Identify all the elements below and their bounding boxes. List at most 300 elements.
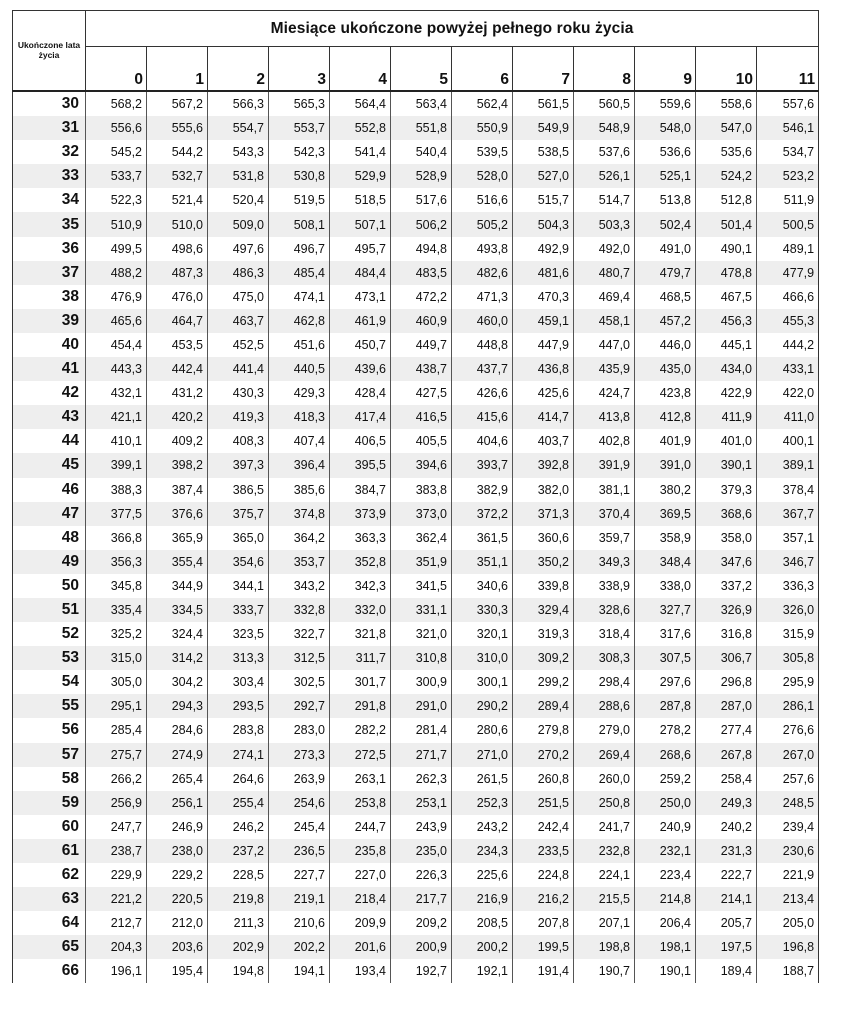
- value-cell: 267,0: [757, 743, 819, 767]
- value-cell: 439,6: [330, 357, 391, 381]
- value-cell: 196,8: [757, 935, 819, 959]
- value-cell: 328,6: [574, 598, 635, 622]
- value-cell: 361,5: [452, 526, 513, 550]
- value-cell: 333,7: [208, 598, 269, 622]
- value-cell: 192,7: [391, 959, 452, 983]
- table-row: [13, 767, 819, 791]
- value-cell: 335,4: [86, 598, 147, 622]
- age-cell: 41: [13, 357, 86, 381]
- value-cell: 403,7: [513, 429, 574, 453]
- value-cell: 531,8: [208, 164, 269, 188]
- month-column-header: 8: [574, 47, 635, 92]
- table-row: [13, 381, 819, 405]
- value-cell: 524,2: [696, 164, 757, 188]
- value-cell: 276,6: [757, 718, 819, 742]
- value-cell: 206,4: [635, 911, 696, 935]
- value-cell: 304,2: [147, 670, 208, 694]
- value-cell: 474,1: [269, 285, 330, 309]
- value-cell: 273,3: [269, 743, 330, 767]
- value-cell: 367,7: [757, 502, 819, 526]
- value-cell: 349,3: [574, 550, 635, 574]
- month-column-header: 11: [757, 47, 819, 92]
- value-cell: 417,4: [330, 405, 391, 429]
- value-cell: 235,8: [330, 839, 391, 863]
- value-cell: 518,5: [330, 188, 391, 212]
- value-cell: 300,1: [452, 670, 513, 694]
- value-cell: 454,4: [86, 333, 147, 357]
- value-cell: 422,0: [757, 381, 819, 405]
- table-row: [13, 694, 819, 718]
- value-cell: 445,1: [696, 333, 757, 357]
- value-cell: 332,8: [269, 598, 330, 622]
- value-cell: 467,5: [696, 285, 757, 309]
- value-cell: 448,8: [452, 333, 513, 357]
- value-cell: 197,5: [696, 935, 757, 959]
- value-cell: 365,0: [208, 526, 269, 550]
- value-cell: 366,8: [86, 526, 147, 550]
- age-cell: 31: [13, 116, 86, 140]
- value-cell: 390,1: [696, 453, 757, 477]
- value-cell: 221,2: [86, 887, 147, 911]
- value-cell: 424,7: [574, 381, 635, 405]
- value-cell: 342,3: [330, 574, 391, 598]
- value-cell: 412,8: [635, 405, 696, 429]
- value-cell: 281,4: [391, 718, 452, 742]
- value-cell: 293,5: [208, 694, 269, 718]
- value-cell: 463,7: [208, 309, 269, 333]
- value-cell: 500,5: [757, 212, 819, 236]
- value-cell: 447,9: [513, 333, 574, 357]
- age-cell: 57: [13, 743, 86, 767]
- value-cell: 510,9: [86, 212, 147, 236]
- value-cell: 490,1: [696, 237, 757, 261]
- value-cell: 201,6: [330, 935, 391, 959]
- value-cell: 481,6: [513, 261, 574, 285]
- value-cell: 514,7: [574, 188, 635, 212]
- value-cell: 246,2: [208, 815, 269, 839]
- value-cell: 296,8: [696, 670, 757, 694]
- value-cell: 239,4: [757, 815, 819, 839]
- value-cell: 243,2: [452, 815, 513, 839]
- value-cell: 369,5: [635, 502, 696, 526]
- value-cell: 470,3: [513, 285, 574, 309]
- age-cell: 56: [13, 718, 86, 742]
- age-cell: 38: [13, 285, 86, 309]
- age-cell: 45: [13, 453, 86, 477]
- value-cell: 205,7: [696, 911, 757, 935]
- value-cell: 566,3: [208, 91, 269, 116]
- value-cell: 528,0: [452, 164, 513, 188]
- value-cell: 214,8: [635, 887, 696, 911]
- value-cell: 406,5: [330, 429, 391, 453]
- value-cell: 450,7: [330, 333, 391, 357]
- value-cell: 391,9: [574, 453, 635, 477]
- age-cell: 47: [13, 502, 86, 526]
- value-cell: 238,7: [86, 839, 147, 863]
- value-cell: 370,4: [574, 502, 635, 526]
- value-cell: 314,2: [147, 646, 208, 670]
- value-cell: 547,0: [696, 116, 757, 140]
- value-cell: 441,4: [208, 357, 269, 381]
- value-cell: 287,0: [696, 694, 757, 718]
- value-cell: 324,4: [147, 622, 208, 646]
- age-cell: 40: [13, 333, 86, 357]
- month-column-header: 3: [269, 47, 330, 92]
- value-cell: 286,1: [757, 694, 819, 718]
- value-cell: 256,1: [147, 791, 208, 815]
- table-row: [13, 526, 819, 550]
- value-cell: 526,1: [574, 164, 635, 188]
- month-column-header: 5: [391, 47, 452, 92]
- value-cell: 192,1: [452, 959, 513, 983]
- value-cell: 256,9: [86, 791, 147, 815]
- age-cell: 35: [13, 212, 86, 236]
- value-cell: 489,1: [757, 237, 819, 261]
- value-cell: 396,4: [269, 453, 330, 477]
- value-cell: 200,2: [452, 935, 513, 959]
- value-cell: 356,3: [86, 550, 147, 574]
- value-cell: 507,1: [330, 212, 391, 236]
- value-cell: 283,0: [269, 718, 330, 742]
- age-cell: 53: [13, 646, 86, 670]
- value-cell: 326,0: [757, 598, 819, 622]
- value-cell: 542,3: [269, 140, 330, 164]
- value-cell: 388,3: [86, 478, 147, 502]
- value-cell: 535,6: [696, 140, 757, 164]
- value-cell: 217,7: [391, 887, 452, 911]
- value-cell: 245,4: [269, 815, 330, 839]
- value-cell: 372,2: [452, 502, 513, 526]
- value-cell: 495,7: [330, 237, 391, 261]
- value-cell: 460,0: [452, 309, 513, 333]
- value-cell: 338,9: [574, 574, 635, 598]
- value-cell: 267,8: [696, 743, 757, 767]
- value-cell: 202,2: [269, 935, 330, 959]
- value-cell: 275,7: [86, 743, 147, 767]
- value-cell: 409,2: [147, 429, 208, 453]
- value-cell: 220,5: [147, 887, 208, 911]
- value-cell: 428,4: [330, 381, 391, 405]
- value-cell: 502,4: [635, 212, 696, 236]
- value-cell: 422,9: [696, 381, 757, 405]
- table-row: [13, 959, 819, 983]
- value-cell: 266,2: [86, 767, 147, 791]
- value-cell: 551,8: [391, 116, 452, 140]
- value-cell: 512,8: [696, 188, 757, 212]
- value-cell: 485,4: [269, 261, 330, 285]
- age-cell: 39: [13, 309, 86, 333]
- value-cell: 216,9: [452, 887, 513, 911]
- value-cell: 506,2: [391, 212, 452, 236]
- value-cell: 321,8: [330, 622, 391, 646]
- value-cell: 280,6: [452, 718, 513, 742]
- value-cell: 279,0: [574, 718, 635, 742]
- value-cell: 475,0: [208, 285, 269, 309]
- value-cell: 282,2: [330, 718, 391, 742]
- value-cell: 259,2: [635, 767, 696, 791]
- value-cell: 539,5: [452, 140, 513, 164]
- value-cell: 274,9: [147, 743, 208, 767]
- value-cell: 223,4: [635, 863, 696, 887]
- value-cell: 205,0: [757, 911, 819, 935]
- value-cell: 295,1: [86, 694, 147, 718]
- value-cell: 338,0: [635, 574, 696, 598]
- value-cell: 402,8: [574, 429, 635, 453]
- value-cell: 401,9: [635, 429, 696, 453]
- value-cell: 394,6: [391, 453, 452, 477]
- age-cell: 50: [13, 574, 86, 598]
- value-cell: 344,9: [147, 574, 208, 598]
- value-cell: 285,4: [86, 718, 147, 742]
- age-cell: 65: [13, 935, 86, 959]
- value-cell: 315,9: [757, 622, 819, 646]
- value-cell: 316,8: [696, 622, 757, 646]
- value-cell: 466,6: [757, 285, 819, 309]
- value-cell: 413,8: [574, 405, 635, 429]
- value-cell: 300,9: [391, 670, 452, 694]
- value-cell: 564,4: [330, 91, 391, 116]
- value-cell: 444,2: [757, 333, 819, 357]
- value-cell: 315,0: [86, 646, 147, 670]
- value-cell: 258,4: [696, 767, 757, 791]
- value-cell: 325,2: [86, 622, 147, 646]
- table-row: [13, 598, 819, 622]
- value-cell: 515,7: [513, 188, 574, 212]
- value-cell: 330,3: [452, 598, 513, 622]
- value-cell: 327,7: [635, 598, 696, 622]
- value-cell: 459,1: [513, 309, 574, 333]
- value-cell: 291,8: [330, 694, 391, 718]
- value-cell: 235,0: [391, 839, 452, 863]
- value-cell: 415,6: [452, 405, 513, 429]
- value-cell: 469,4: [574, 285, 635, 309]
- value-cell: 497,6: [208, 237, 269, 261]
- value-cell: 253,8: [330, 791, 391, 815]
- value-cell: 222,7: [696, 863, 757, 887]
- value-cell: 260,8: [513, 767, 574, 791]
- value-cell: 383,8: [391, 478, 452, 502]
- value-cell: 233,5: [513, 839, 574, 863]
- value-cell: 395,5: [330, 453, 391, 477]
- value-cell: 214,1: [696, 887, 757, 911]
- value-cell: 340,6: [452, 574, 513, 598]
- age-cell: 63: [13, 887, 86, 911]
- age-cell: 36: [13, 237, 86, 261]
- value-cell: 252,3: [452, 791, 513, 815]
- value-cell: 250,0: [635, 791, 696, 815]
- value-cell: 371,3: [513, 502, 574, 526]
- value-cell: 410,1: [86, 429, 147, 453]
- age-cell: 33: [13, 164, 86, 188]
- value-cell: 559,6: [635, 91, 696, 116]
- value-cell: 355,4: [147, 550, 208, 574]
- value-cell: 311,7: [330, 646, 391, 670]
- value-cell: 558,6: [696, 91, 757, 116]
- value-cell: 552,8: [330, 116, 391, 140]
- value-cell: 301,7: [330, 670, 391, 694]
- value-cell: 405,5: [391, 429, 452, 453]
- value-cell: 277,4: [696, 718, 757, 742]
- value-cell: 313,3: [208, 646, 269, 670]
- value-cell: 400,1: [757, 429, 819, 453]
- value-cell: 431,2: [147, 381, 208, 405]
- value-cell: 219,1: [269, 887, 330, 911]
- value-cell: 215,5: [574, 887, 635, 911]
- value-cell: 504,3: [513, 212, 574, 236]
- value-cell: 472,2: [391, 285, 452, 309]
- value-cell: 279,8: [513, 718, 574, 742]
- value-cell: 332,0: [330, 598, 391, 622]
- value-cell: 283,8: [208, 718, 269, 742]
- table-row: [13, 357, 819, 381]
- value-cell: 271,7: [391, 743, 452, 767]
- value-cell: 443,3: [86, 357, 147, 381]
- value-cell: 421,1: [86, 405, 147, 429]
- value-cell: 341,5: [391, 574, 452, 598]
- value-cell: 305,8: [757, 646, 819, 670]
- value-cell: 427,5: [391, 381, 452, 405]
- value-cell: 462,8: [269, 309, 330, 333]
- age-cell: 59: [13, 791, 86, 815]
- value-cell: 523,2: [757, 164, 819, 188]
- value-cell: 290,2: [452, 694, 513, 718]
- value-cell: 351,9: [391, 550, 452, 574]
- value-cell: 437,7: [452, 357, 513, 381]
- value-cell: 317,6: [635, 622, 696, 646]
- value-cell: 546,1: [757, 116, 819, 140]
- value-cell: 237,2: [208, 839, 269, 863]
- value-cell: 446,0: [635, 333, 696, 357]
- value-cell: 244,7: [330, 815, 391, 839]
- value-cell: 414,7: [513, 405, 574, 429]
- value-cell: 548,9: [574, 116, 635, 140]
- value-cell: 430,3: [208, 381, 269, 405]
- value-cell: 544,2: [147, 140, 208, 164]
- value-cell: 216,2: [513, 887, 574, 911]
- value-cell: 350,2: [513, 550, 574, 574]
- value-cell: 227,0: [330, 863, 391, 887]
- value-cell: 434,0: [696, 357, 757, 381]
- value-cell: 297,6: [635, 670, 696, 694]
- table-row: [13, 333, 819, 357]
- table-row: [13, 839, 819, 863]
- value-cell: 456,3: [696, 309, 757, 333]
- value-cell: 464,7: [147, 309, 208, 333]
- value-cell: 212,7: [86, 911, 147, 935]
- table-row: [13, 791, 819, 815]
- value-cell: 494,8: [391, 237, 452, 261]
- age-cell: 30: [13, 91, 86, 116]
- header-row-title: [13, 11, 819, 47]
- value-cell: 291,0: [391, 694, 452, 718]
- value-cell: 528,9: [391, 164, 452, 188]
- age-cell: 46: [13, 478, 86, 502]
- age-cell: 64: [13, 911, 86, 935]
- value-cell: 522,3: [86, 188, 147, 212]
- value-cell: 263,9: [269, 767, 330, 791]
- value-cell: 560,5: [574, 91, 635, 116]
- age-cell: 48: [13, 526, 86, 550]
- table-row: [13, 285, 819, 309]
- value-cell: 203,6: [147, 935, 208, 959]
- value-cell: 194,1: [269, 959, 330, 983]
- value-cell: 213,4: [757, 887, 819, 911]
- value-cell: 536,6: [635, 140, 696, 164]
- value-cell: 380,2: [635, 478, 696, 502]
- value-cell: 436,8: [513, 357, 574, 381]
- value-cell: 483,5: [391, 261, 452, 285]
- value-cell: 382,9: [452, 478, 513, 502]
- table-row: [13, 237, 819, 261]
- value-cell: 240,9: [635, 815, 696, 839]
- value-cell: 532,7: [147, 164, 208, 188]
- table-row: [13, 670, 819, 694]
- value-cell: 196,1: [86, 959, 147, 983]
- value-cell: 307,5: [635, 646, 696, 670]
- value-cell: 460,9: [391, 309, 452, 333]
- value-cell: 379,3: [696, 478, 757, 502]
- value-cell: 549,9: [513, 116, 574, 140]
- value-cell: 234,3: [452, 839, 513, 863]
- value-cell: 312,5: [269, 646, 330, 670]
- value-cell: 357,1: [757, 526, 819, 550]
- value-cell: 565,3: [269, 91, 330, 116]
- value-cell: 461,9: [330, 309, 391, 333]
- value-cell: 359,7: [574, 526, 635, 550]
- value-cell: 309,2: [513, 646, 574, 670]
- value-cell: 248,5: [757, 791, 819, 815]
- value-cell: 347,6: [696, 550, 757, 574]
- value-cell: 548,0: [635, 116, 696, 140]
- value-cell: 323,5: [208, 622, 269, 646]
- value-cell: 228,5: [208, 863, 269, 887]
- month-column-header: 9: [635, 47, 696, 92]
- value-cell: 534,7: [757, 140, 819, 164]
- value-cell: 387,4: [147, 478, 208, 502]
- age-cell: 49: [13, 550, 86, 574]
- value-cell: 516,6: [452, 188, 513, 212]
- value-cell: 264,6: [208, 767, 269, 791]
- value-cell: 468,5: [635, 285, 696, 309]
- value-cell: 492,9: [513, 237, 574, 261]
- life-expectancy-sheet: [12, 10, 818, 983]
- value-cell: 411,9: [696, 405, 757, 429]
- value-cell: 455,3: [757, 309, 819, 333]
- value-cell: 488,2: [86, 261, 147, 285]
- value-cell: 348,4: [635, 550, 696, 574]
- value-cell: 207,8: [513, 911, 574, 935]
- value-cell: 362,4: [391, 526, 452, 550]
- value-cell: 247,7: [86, 815, 147, 839]
- value-cell: 545,2: [86, 140, 147, 164]
- table-row: [13, 911, 819, 935]
- age-cell: 58: [13, 767, 86, 791]
- month-column-header: 10: [696, 47, 757, 92]
- age-cell: 51: [13, 598, 86, 622]
- value-cell: 346,7: [757, 550, 819, 574]
- table-header: [13, 11, 819, 92]
- value-cell: 492,0: [574, 237, 635, 261]
- age-cell: 62: [13, 863, 86, 887]
- value-cell: 232,1: [635, 839, 696, 863]
- value-cell: 543,3: [208, 140, 269, 164]
- table-row: [13, 887, 819, 911]
- value-cell: 452,5: [208, 333, 269, 357]
- value-cell: 287,8: [635, 694, 696, 718]
- value-cell: 432,1: [86, 381, 147, 405]
- value-cell: 331,1: [391, 598, 452, 622]
- value-cell: 212,0: [147, 911, 208, 935]
